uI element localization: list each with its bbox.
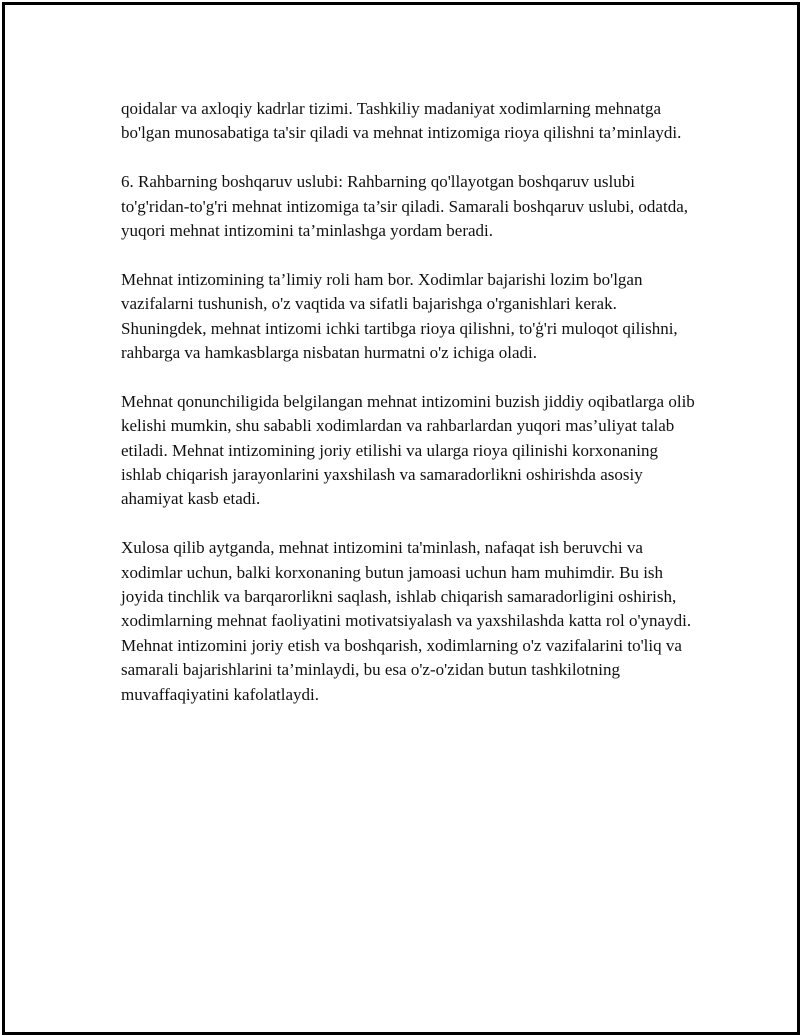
paragraph-organizational-culture: qoidalar va axloqiy kadrlar tizimi. Tashkiliy madaniyat xodimlarning mehnatga bo'lgan munosabatiga ta'sir qiladi va mehnat intizomiga rioya qilishni ta’minlaydi. [121,99,682,143]
page-frame [2,2,800,1035]
paragraph-educational-role: Mehnat intizomining ta’limiy roli ham bor. Xodimlar bajarishi lozim bo'lgan vazifalarni tushunish, o'z vaqtida va sifatli bajarishga o'rganishlari kerak. Shuningdek, mehnat intizomi ichki tartibga rioya qilishni, to'ģ'ri muloqot qilishni, rahbarga va hamkasblarga nisbatan hurmatni o'z ichiga oladi. [121,269,678,363]
paragraph-labor-legislation: Mehnat qonunchiligida belgilangan mehnat intizomini buzish jiddiy oqibatlarga olib kelishi mumkin, shu sababli xodimlardan va rahbarlardan yuqori mas’uliyat talab etiladi. Mehnat intizomining joriy etilishi va ularga rioya qilinishi korxonaning ishlab chiqarish jarayonlarini yaxshilash va samaradorlikni oshirishda asosiy ahamiyat kasb etadi. [121,391,695,509]
paragraph-conclusion: Xulosa qilib aytganda, mehnat intizomini ta'minlash, nafaqat ish beruvchi va xodimlar uchun, balki korxonaning butun jamoasi uchun ham muhimdir. Bu ish joyida tinchlik va barqarorlikni saqlash, ishlab chiqarish samaradorligini oshirish, xodimlarning mehnat faoliyatini motivatsiyalash va yaxshilashda katta rol o'ynaydi. Mehnat intizomini joriy etish va boshqarish, xodimlarning o'z vazifalarini to'liq va samarali bajarishlarini ta’minlaydi, bu esa o'z-o'zidan butun tashkilotning muvaffaqiyatini kafolatlaydi. [121,538,692,704]
document-body [121,97,701,707]
paragraph-management-style: 6. Rahbarning boshqaruv uslubi: Rahbarning qo'llayotgan boshqaruv uslubi to'g'ridan-to'g'ri mehnat intizomiga ta’sir qiladi. Samarali boshqaruv uslubi, odatda, yuqori mehnat intizomini ta’minlashga yordam beradi. [121,172,688,241]
